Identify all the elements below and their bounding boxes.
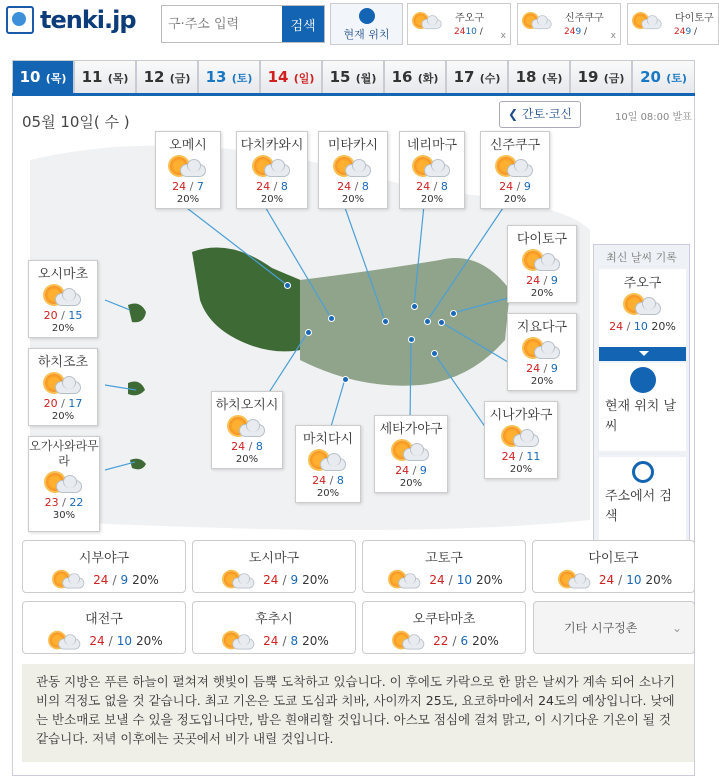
grid-city-card[interactable]: 후추시 24 / 8 20% xyxy=(192,601,356,654)
current-location-weather-label: 현재 위치 날씨 xyxy=(605,399,677,434)
tab-day-num: 10 xyxy=(19,68,41,86)
recent-location-card[interactable]: 다이토구 249 / xyxy=(627,3,719,45)
sunny-cloudy-icon xyxy=(252,155,292,179)
high-temp: 24 xyxy=(501,450,516,463)
city-name: 세타가야구 xyxy=(379,422,443,437)
high-temp: 24 xyxy=(526,362,541,375)
city-name: 다이토구 xyxy=(516,232,568,247)
map-city-card[interactable]: 오시마초 20 / 15 20% xyxy=(28,260,98,338)
tab-day-num: 16 xyxy=(391,68,413,86)
precip-chance: 20% xyxy=(235,454,259,465)
precip-chance: 20% xyxy=(51,323,75,334)
low-temp: 9 xyxy=(550,362,558,375)
high-temp: 22 xyxy=(433,634,449,648)
precip-chance: 20% xyxy=(420,194,444,205)
high-temp: 24 xyxy=(598,573,615,587)
low-temp: 11 xyxy=(526,450,541,463)
recent-location-card[interactable]: 신주쿠구 249 / x xyxy=(517,3,621,45)
precip-chance: 20% xyxy=(260,194,284,205)
city-name: 오메시 xyxy=(169,138,207,153)
map-city-card[interactable]: 미타카시 24 / 8 20% xyxy=(318,131,388,209)
precip-chance: 20% xyxy=(135,634,163,648)
precip-chance: 20% xyxy=(530,288,554,299)
tab-day-dow: (수) xyxy=(479,72,501,85)
high-temp: 24 xyxy=(416,180,431,193)
high-temp: 24 xyxy=(429,573,445,587)
forecast-description: 관동 지방은 푸른 하늘이 펼쳐져 햇빛이 듬뿍 도착하고 있습니다. 이 후에도 카락으로 한 맑은 날씨가 계속 되어 소나기 비의 걱정도 없을 것 같습니다. 최고 기온은 도쿄 도심과 치바, 사이까지 25도, 요코하마에서 24도의 예상입니다. 낮에는 반소매로 보낼 수 있을 정도입니다만, 밤은 흰얘리할 것입니다. 아스모 점심에 걸쳐 맑고, 이 시기다운 기온이 될 것 같습니다. 저녁 이후에는 곳곳에서 비가 내릴 것입니다. xyxy=(22,664,694,762)
city-name: 후추시 xyxy=(255,612,293,627)
precip-chance: 30% xyxy=(52,510,76,521)
recent-city-name: 다이토구 xyxy=(675,13,714,24)
sunny-cloudy-icon xyxy=(391,439,431,463)
tab-day-dow: (목) xyxy=(541,72,563,85)
recent-low-temp: 9 xyxy=(575,27,582,37)
low-temp: 9 xyxy=(290,573,299,587)
partly-cloudy-icon xyxy=(44,471,84,495)
city-name: 신주쿠구 xyxy=(489,138,541,153)
map-marker xyxy=(305,329,312,336)
recent-location-card[interactable]: 주오구 2410 / x xyxy=(407,3,511,45)
chevron-down-icon: ⌄ xyxy=(671,621,682,635)
city-name: 오쿠타마초 xyxy=(412,612,476,627)
map-city-card[interactable]: 세타가야구 24 / 9 20% xyxy=(374,415,448,493)
map-marker xyxy=(328,315,335,322)
recent-precip: 20% xyxy=(651,320,676,333)
recent-city-name: 신주쿠구 xyxy=(565,13,604,24)
sunny-cloudy-icon xyxy=(558,570,592,590)
precip-chance: 20% xyxy=(509,464,533,475)
chevron-left-icon: ❮ xyxy=(507,107,522,121)
map-marker xyxy=(382,318,389,325)
city-name: 다이토구 xyxy=(588,551,639,566)
high-temp: 24 xyxy=(312,474,327,487)
sunny-cloudy-icon xyxy=(501,425,541,449)
sunny-cloudy-icon xyxy=(227,415,267,439)
high-temp: 24 xyxy=(172,180,187,193)
high-temp: 24 xyxy=(263,573,279,587)
sunny-cloudy-icon xyxy=(43,284,83,308)
precip-chance: 20% xyxy=(503,194,527,205)
high-temp: 24 xyxy=(263,634,279,648)
sunny-cloudy-icon xyxy=(43,372,83,396)
sunny-cloudy-icon xyxy=(522,249,562,273)
low-temp: 15 xyxy=(68,309,83,322)
published-time: 10일 08:00 발표 xyxy=(615,112,692,123)
low-temp: 8 xyxy=(280,180,288,193)
grid-city-card[interactable]: 도시마구 24 / 9 20% xyxy=(192,540,356,593)
high-temp: 24 xyxy=(89,634,105,648)
tab-day-dow: (목) xyxy=(107,72,129,85)
low-temp: 10 xyxy=(626,573,642,587)
map-city-card[interactable]: 네리마구 24 / 8 20% xyxy=(399,131,465,209)
recent-low-temp: 10 xyxy=(465,27,477,37)
map-marker xyxy=(342,376,349,383)
recent-high-temp: 24 xyxy=(564,27,576,37)
tab-day-dow: (목) xyxy=(45,72,67,85)
recent-weather-title: 최신 날씨 기록 xyxy=(606,251,677,264)
precip-chance: 20% xyxy=(316,488,340,499)
map-city-card[interactable]: 하치조초 20 / 17 20% xyxy=(28,348,98,426)
map-marker xyxy=(411,303,418,310)
low-temp: 7 xyxy=(196,180,204,193)
close-icon[interactable]: x xyxy=(610,31,616,41)
recent-high-temp: 24 xyxy=(609,320,624,333)
sunny-cloudy-icon xyxy=(48,631,82,651)
map-marker xyxy=(424,318,431,325)
precip-chance: 20% xyxy=(302,634,329,648)
recent-city-name: 주오구 xyxy=(455,13,484,24)
map-city-card[interactable]: 마치다시 24 / 8 20% xyxy=(295,425,361,503)
city-name: 시나가와구 xyxy=(489,408,553,423)
current-location-label: 현재 위치 xyxy=(343,28,390,41)
tab-day-dow: (화) xyxy=(417,72,439,85)
low-temp: 8 xyxy=(361,180,369,193)
low-temp: 9 xyxy=(120,573,129,587)
city-name: 하치조초 xyxy=(37,355,89,370)
recent-city-name: 주오구 xyxy=(623,276,662,291)
forecast-date: 05월 10일( 수 ) xyxy=(22,113,130,131)
sunny-cloudy-icon xyxy=(168,155,208,179)
low-temp: 22 xyxy=(69,496,84,509)
tab-day-num: 20 xyxy=(640,68,661,86)
map-city-card[interactable]: 지요다구 24 / 9 20% xyxy=(507,313,577,391)
high-temp: 24 xyxy=(93,573,109,587)
tab-day-dow: (금) xyxy=(169,72,191,85)
high-temp: 20 xyxy=(43,397,58,410)
city-name: 지요다구 xyxy=(516,320,568,335)
precip-chance: 20% xyxy=(399,478,423,489)
precip-chance: 20% xyxy=(472,634,499,648)
grid-city-card[interactable]: 오쿠타마초 22 / 6 20% xyxy=(362,601,526,654)
precip-chance: 20% xyxy=(132,573,159,587)
high-temp: 24 xyxy=(256,180,271,193)
high-temp: 24 xyxy=(499,180,514,193)
recent-city-box[interactable]: 주오구 24 / 10 20% xyxy=(599,269,686,347)
precip-chance: 20% xyxy=(51,411,75,422)
tab-day-num: 11 xyxy=(81,68,103,86)
recent-weather-panel xyxy=(593,244,690,554)
city-name: 다치카와시 xyxy=(240,138,304,153)
city-name: 시부야구 xyxy=(78,551,130,566)
precip-chance: 20% xyxy=(302,573,329,587)
sunny-cloudy-icon xyxy=(412,155,452,179)
tab-day-num: 12 xyxy=(143,68,165,86)
grid-city-card[interactable]: 다이토구 24 / 10 20% xyxy=(532,540,695,593)
low-temp: 9 xyxy=(550,274,558,287)
tab-day-dow: (일) xyxy=(293,72,315,85)
low-temp: 9 xyxy=(523,180,531,193)
high-temp: 20 xyxy=(43,309,58,322)
tab-day-dow: (토) xyxy=(231,72,253,85)
search-button[interactable]: 검색 xyxy=(282,6,324,42)
low-temp: 10 xyxy=(116,634,132,648)
recent-low-temp: 10 xyxy=(633,320,648,333)
map-marker xyxy=(450,310,457,317)
more-cities-button[interactable] xyxy=(533,601,695,654)
current-location-weather-button[interactable] xyxy=(599,363,686,451)
expand-toggle[interactable] xyxy=(599,347,686,361)
tab-day-num: 19 xyxy=(577,68,599,86)
precip-chance: 20% xyxy=(176,194,200,205)
map-marker xyxy=(408,336,415,343)
sunny-cloudy-icon xyxy=(222,570,256,590)
sunny-cloudy-icon xyxy=(495,155,535,179)
high-temp: 24 xyxy=(231,440,246,453)
tab-day-num: 15 xyxy=(329,68,351,86)
precip-chance: 20% xyxy=(645,573,673,587)
precip-chance: 20% xyxy=(341,194,365,205)
city-name: 대전구 xyxy=(85,612,123,627)
grid-city-card[interactable]: 고토구 24 / 10 20% xyxy=(362,540,526,593)
map-city-card[interactable]: 하치오지시 24 / 8 20% xyxy=(211,391,283,469)
recent-high-temp: 24 xyxy=(674,27,686,37)
tab-day-num: 17 xyxy=(453,68,475,86)
low-temp: 6 xyxy=(460,634,469,648)
low-temp: 8 xyxy=(440,180,448,193)
sunny-cloudy-icon xyxy=(388,570,422,590)
close-icon[interactable]: x xyxy=(500,31,506,41)
search-address-label: 주소에서 검색 xyxy=(605,489,672,524)
sunny-cloudy-icon xyxy=(52,570,86,590)
sunny-cloudy-icon xyxy=(222,631,256,651)
low-temp: 8 xyxy=(290,634,299,648)
search-icon xyxy=(632,461,654,483)
city-name: 하치오지시 xyxy=(215,398,279,413)
map-city-card[interactable]: 시나가와구 24 / 11 20% xyxy=(484,401,558,479)
more-cities-label: 기타 시구정촌 xyxy=(564,621,638,635)
tab-day-dow: (월) xyxy=(355,72,377,85)
sunny-cloudy-icon xyxy=(308,449,348,473)
low-temp: 8 xyxy=(255,440,263,453)
location-arrow-icon xyxy=(630,367,656,393)
tab-day-num: 14 xyxy=(267,68,289,86)
recent-low-temp: 9 xyxy=(685,27,692,37)
tab-day-num: 18 xyxy=(515,68,537,86)
map-city-card[interactable]: 다이토구 24 / 9 20% xyxy=(507,225,577,303)
grid-city-card[interactable]: 시부야구 24 / 9 20% xyxy=(22,540,186,593)
map-city-card[interactable]: 오가사와라무라 23 / 22 30% xyxy=(28,436,100,532)
low-temp: 9 xyxy=(419,464,427,477)
city-name: 네리마구 xyxy=(406,138,458,153)
recent-high-temp: 24 xyxy=(454,27,466,37)
city-name: 미타카시 xyxy=(327,138,379,153)
high-temp: 23 xyxy=(44,496,59,509)
city-name: 마치다시 xyxy=(302,432,354,447)
logo-text: tenki.jp xyxy=(40,6,136,34)
map-city-card[interactable]: 다치카와시 24 / 8 20% xyxy=(236,131,308,209)
city-name: 오가사와라무라 xyxy=(29,439,99,468)
low-temp: 10 xyxy=(456,573,472,587)
city-name: 도시마구 xyxy=(248,551,300,566)
tab-day-dow: (토) xyxy=(666,72,687,85)
map-city-card[interactable]: 오메시 24 / 7 20% xyxy=(155,131,221,209)
sunny-cloudy-icon xyxy=(522,337,562,361)
tab-day-num: 13 xyxy=(205,68,227,86)
low-temp: 8 xyxy=(336,474,344,487)
map-city-card[interactable]: 신주쿠구 24 / 9 20% xyxy=(480,131,550,209)
precip-chance: 20% xyxy=(475,573,503,587)
grid-city-card[interactable]: 대전구 24 / 10 20% xyxy=(22,601,186,654)
map-marker xyxy=(284,282,291,289)
map-marker xyxy=(431,350,438,357)
high-temp: 24 xyxy=(526,274,541,287)
region-button-label: 간토·코신 xyxy=(521,107,573,121)
city-name: 오시마초 xyxy=(37,267,89,282)
high-temp: 24 xyxy=(395,464,410,477)
search-address-button[interactable] xyxy=(599,457,686,549)
sunny-cloudy-icon xyxy=(333,155,373,179)
precip-chance: 20% xyxy=(530,376,554,387)
high-temp: 24 xyxy=(337,180,352,193)
low-temp: 17 xyxy=(68,397,83,410)
city-name: 고토구 xyxy=(425,551,463,566)
sunny-cloudy-icon xyxy=(623,293,663,317)
tab-day-dow: (금) xyxy=(603,72,625,85)
sunny-cloudy-icon xyxy=(392,631,426,651)
map-marker xyxy=(438,319,445,326)
